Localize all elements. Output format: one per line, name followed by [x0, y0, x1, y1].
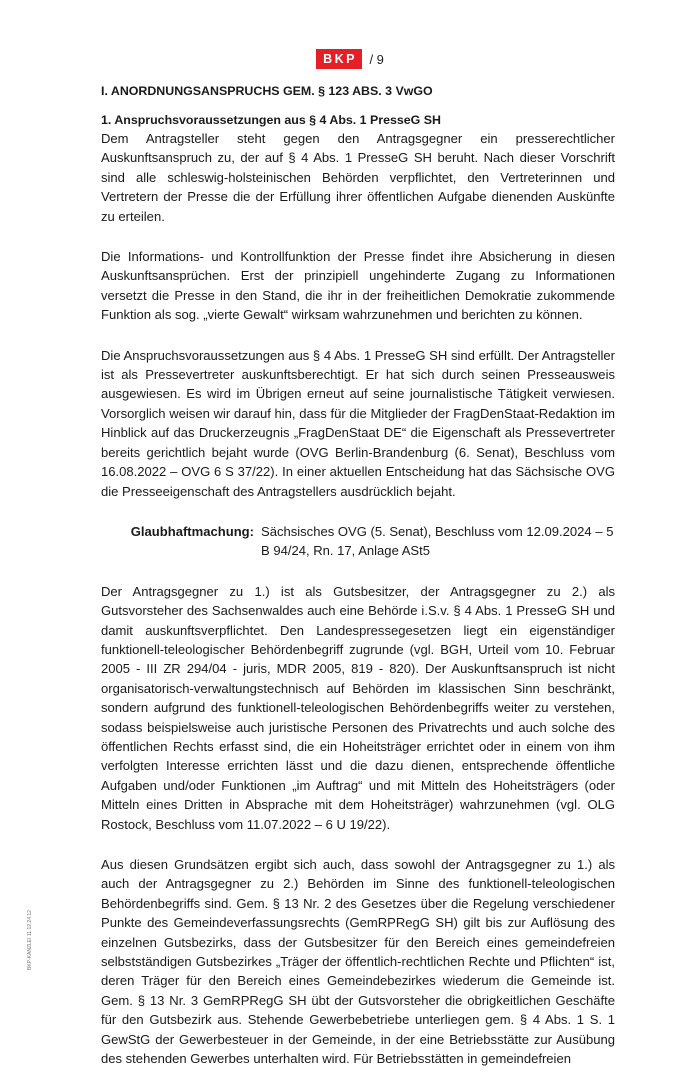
bkp-logo: BKP	[316, 49, 362, 69]
glaubhaftmachung-block	[101, 522, 615, 561]
side-reference: BKP-KANZLEI 11.12.24.12	[27, 910, 33, 970]
document-body	[101, 82, 615, 1089]
glaubhaftmachung-label: Glaubhaftmachung:	[130, 523, 254, 539]
glaubhaftmachung-text: Sächsisches OVG (5. Senat), Beschluss vom 12.09.2024 – 5 B 94/24, Rn. 17, Anlage ASt5	[261, 523, 614, 559]
subsection-heading: 1. Anspruchsvoraussetzungen aus § 4 Abs. 1 PresseG SH	[101, 113, 441, 127]
paragraph-funktion: Die Informations- und Kontrollfunktion der Presse findet ihre Absicherung in diesen Auskunftsansprüchen. Erst der prinzipiell ungehinderte Zugang zu Informationen versetzt die Presse in den Stand, die ihr in der freiheitlichen Demokratie zukommende Funktion als sog. „vierte Gewalt“ wirksam wahrzunehmen und berichten zu können.	[101, 249, 615, 323]
paragraph-grundsaetze: Aus diesen Grundsätzen ergibt sich auch, dass sowohl der Antragsgegner zu 1.) als auch der Antragsgegner zu 2.) Behörden im Sinne des funktionell-teleologischen Behördenbegriffs sind. Gem. § 13 Nr. 2 des Gesetzes über die Regelung verschiedener Punkte des Gemeindeverfassungsrechts (GemRPRegG SH) gilt bis zur Auflösung des einzelnen Gutsbezirks, dass der Gutsbesitzer für den Bereich eines gemeindefreien selbstständigen Gutsbezirkes „Träger der öffentlich-rechtlichen Rechte und Pflichten“ ist, deren Träger für den Bereich eines Gemeindebezirkes wiederum die Gemeinde ist. Gem. § 13 Nr. 3 GemRPRegG SH übt der Gutsvorsteher die obrigkeitlichen Geschäfte für den Gutsbezirk aus. Stehende Gewerbebetriebe unterliegen gem. § 4 Abs. 1 S. 1 GewStG der Gewerbesteuer in der Gemeinde, in der eine Betriebsstätte zur Ausübung des stehenden Gewerbes unterhalten wird. Für Betriebsstätten in gemeindefreien	[101, 857, 615, 1067]
page-number: / 9	[369, 51, 384, 67]
paragraph-voraussetzungen: Die Anspruchsvoraussetzungen aus § 4 Abs. 1 PresseG SH sind erfüllt. Der Antragsteller ist als Pressevertreter auskunftsberechtigt. Er hat sich durch seinen Presseausweis ausgewiesen. Es wird im Übrigen erneut auf seine journalistische Tätigkeit verwiesen. Vorsorglich weisen wir darauf hin, dass für die Mitglieder der FragDenStaat-Redaktion im Hinblick auf das Druckerzeugnis „FragDenStaat DE“ die Eigenschaft als Pressevertreter bereits gerichtlich bejaht wurde (OVG Berlin-Brandenburg (6. Senat), Beschluss vom 16.08.2022 – OVG 6 S 37/22). In einer aktuellen Entscheidung hat das Sächsische OVG die Presseeigenschaft des Antragstellers ausdrücklich bejaht.	[101, 347, 615, 499]
paragraph-anspruch: Dem Antragsteller steht gegen den Antragsgegner ein presserechtlicher Auskunftsanspruch zu, der auf § 4 Abs. 1 PresseG SH beruht. Nach dieser Vorschrift sind alle schleswig-holsteinischen Behörden verpflichtet, den Vertreterinnen und Vertretern der Presse die der Erfüllung ihrer öffentlichen Aufgabe dienenden Auskünfte zu erteilen.	[101, 131, 615, 224]
page-header	[0, 49, 700, 69]
section-heading: I. ANORDNUNGSANSPRUCHS GEM. § 123 ABS. 3 VwGO	[101, 84, 433, 98]
paragraph-behoerde: Der Antragsgegner zu 1.) ist als Gutsbesitzer, der Antragsgegner zu 2.) als Gutsvorsteher des Sachsenwaldes auch eine Behörde i.S.v. § 4 Abs. 1 PresseG SH und damit auskunftsverpflichtet. Den Landespressegesetzen liegt ein eigenständiger funktionell-teleologischer Behördenbegriff zugrunde (vgl. BGH, Urteil vom 10. Februar 2005 - III ZR 294/04 - juris, MDR 2005, 819 - 820). Der Auskunftsanspruch ist nicht organisatorisch-verwaltungstechnisch auf Behörden im klassischen Sinn beschränkt, sondern aufgrund des funktionell-teleologischen Behördenbegriffs weiter zu verstehen, sodass beispielsweise auch juristische Personen des Privatrechts und auch solche des öffentlichen Rechts erfasst sind, die ein Hoheitsträger errichtet oder in einem von ihm verfolgten Interesse errichten lässt und die dazu dienen, entsprechende öffentliche Aufgaben und/oder Funktionen „im Auftrag“ und mit Mitteln des Hoheitsträgers (oder Mitteln eines Dritten in Absprache mit dem Hoheitsträger) wahrzunehmen (vgl. OLG Rostock, Beschluss vom 11.07.2022 – 6 U 19/22).	[101, 583, 615, 832]
